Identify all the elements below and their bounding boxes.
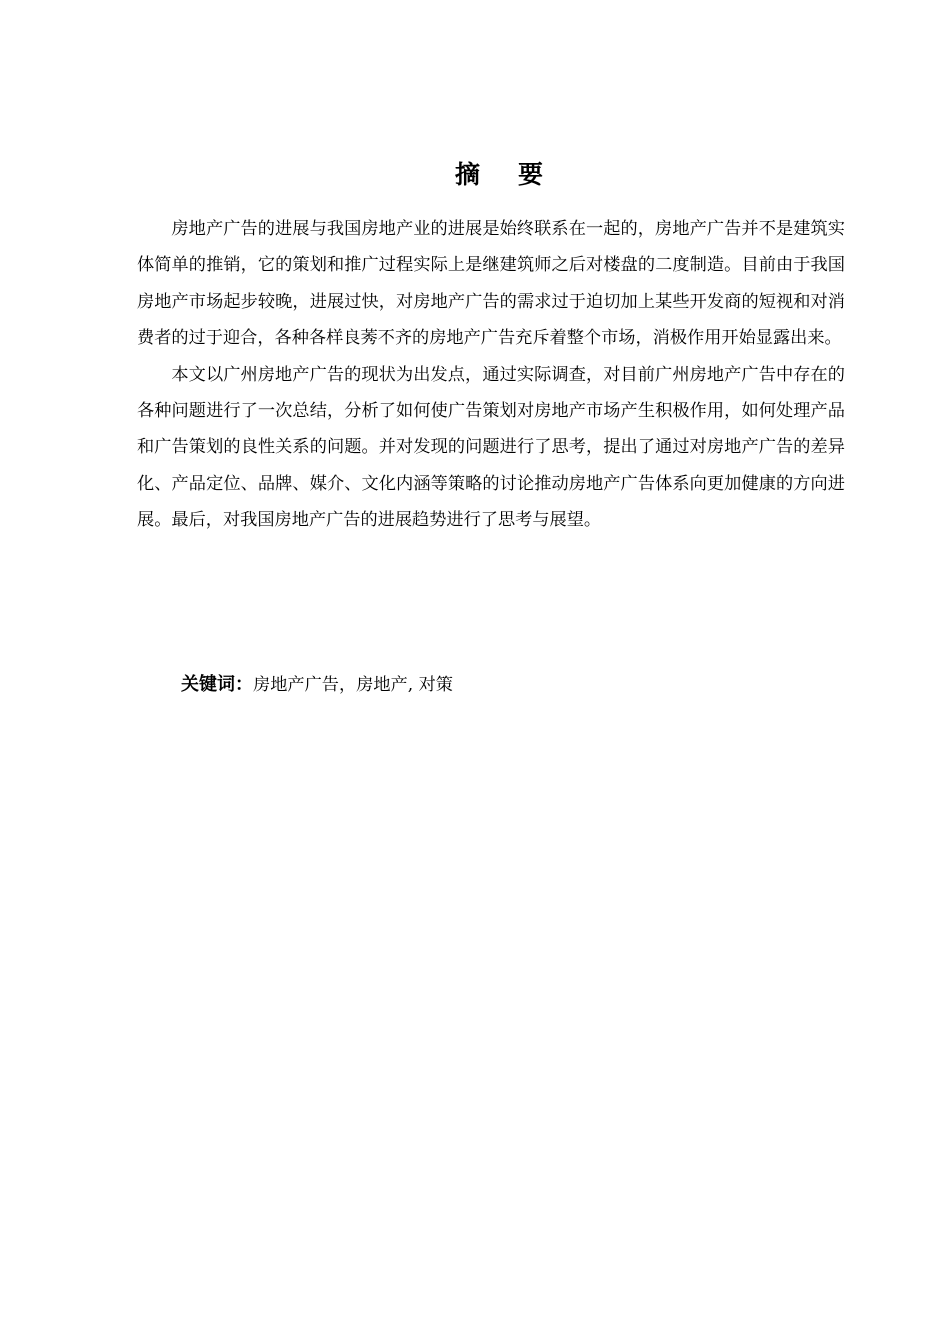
abstract-paragraph-2: 本文以广州房地产广告的现状为出发点，通过实际调查，对目前广州房地产广告中存在的各种问题进行了一次总结，分析了如何使广告策划对房地产市场产生积极作用，如何处理产品和广告策划的良性关系的问题。并对发现的问题进行了思考，提出了通过对房地产广告的差异化、产品定位、品牌、媒介、文化内涵等策略的讨论推动房地产广告体系向更加健康的方向进展。最后，对我国房地产广告的进展趋势进行了思考与展望。 [137,364,845,531]
abstract-title-part2: 要 [518,160,544,189]
abstract-title [0,156,950,194]
abstract-paragraph-1: 房地产广告的进展与我国房地产业的进展是始终联系在一起的，房地产广告并不是建筑实体简单的推销，它的策划和推广过程实际上是继建筑师之后对楼盘的二度制造。目前由于我国房地产市场起步较晚，进展过快，对房地产广告的需求过于迫切加上某些开发商的短视和对消费者的过于迎合，各种各样良莠不齐的房地产广告充斥着整个市场，消极作用开始显露出来。 [137,219,845,349]
abstract-title-part1: 摘 [454,160,480,189]
keywords-value: 房地产广告，房地产, 对策 [253,675,453,695]
abstract-body [137,211,845,539]
keywords-line [181,667,453,703]
keywords-label: 关键词： [181,674,253,695]
